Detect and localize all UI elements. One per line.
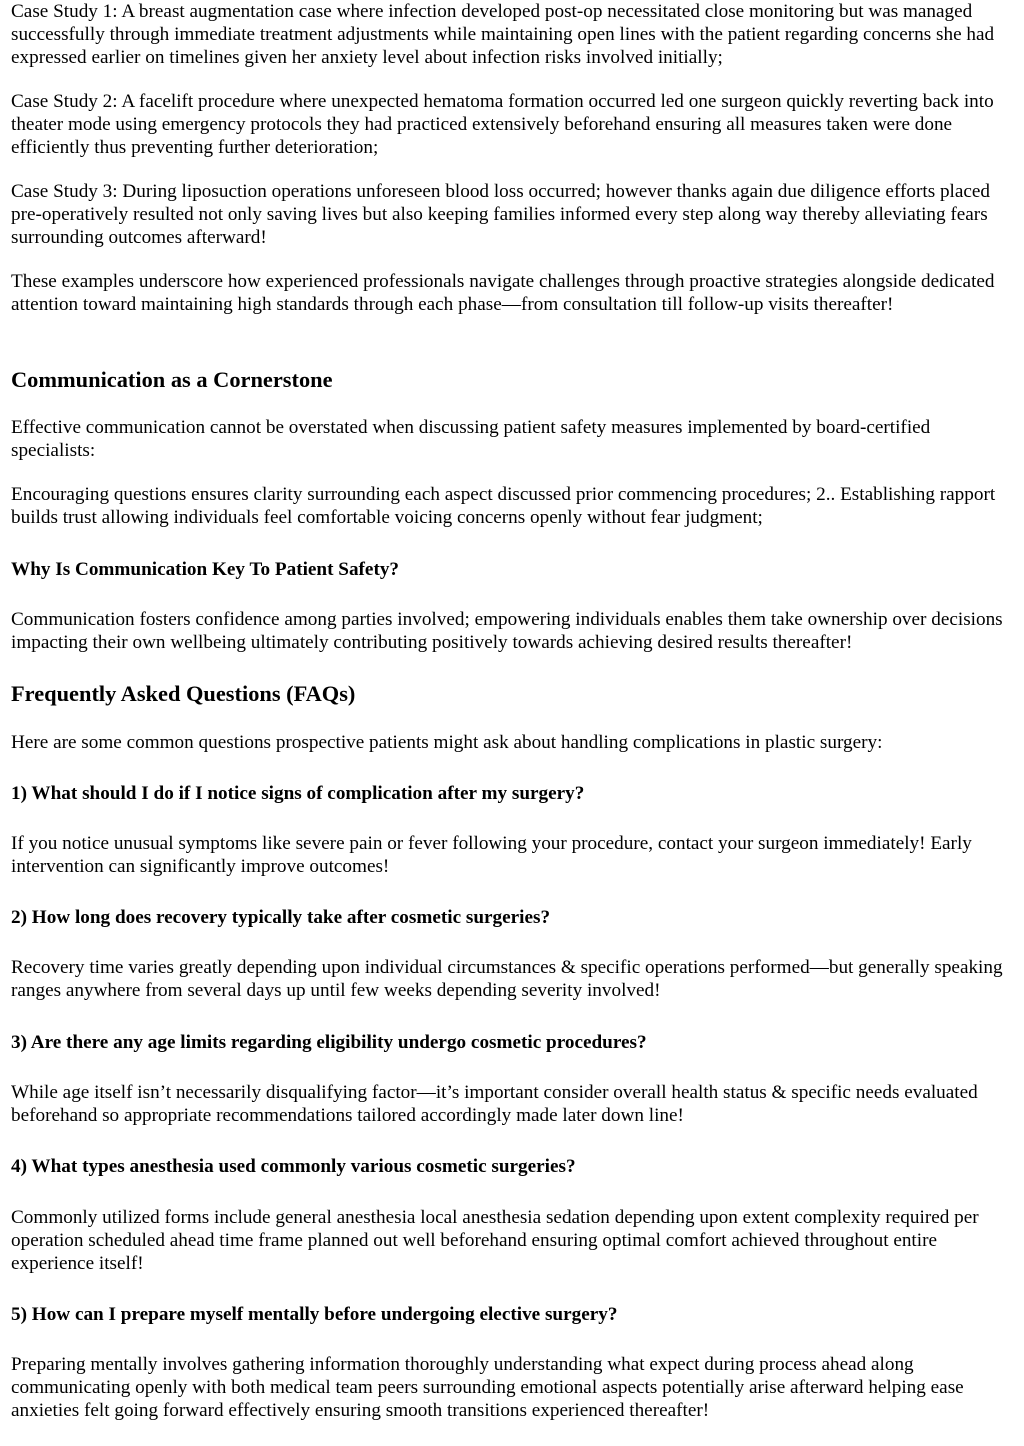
faq-question-2: 2) How long does recovery typically take after cosmetic surgeries? xyxy=(11,907,551,928)
communication-heading: Communication as a Cornerstone xyxy=(11,367,333,392)
case-study-3-paragraph: Case Study 3: During liposuction operations unforeseen blood loss occurred; however thanks again due diligence efforts placed pre-operatively resulted not only saving lives but also keeping families informed every step along way thereby alleviating fears surrounding outcomes afterward! xyxy=(11,181,991,248)
faq-heading: Frequently Asked Questions (FAQs) xyxy=(11,681,356,706)
case-study-2-paragraph: Case Study 2: A facelift procedure where unexpected hematoma formation occurred led one surgeon quickly reverting back into theater mode using emergency protocols they had practiced extensively beforehand ensuring all measures taken were done efficiently thus preventing further deterioration; xyxy=(11,91,994,158)
communication-body-paragraph: Communication fosters confidence among parties involved; empowering individuals enables them take ownership over decisions impacting their own wellbeing ultimately contributing positively towards achieving desired results thereafter! xyxy=(11,609,1003,653)
faq-question-3: 3) Are there any age limits regarding eligibility undergo cosmetic procedures? xyxy=(11,1032,647,1053)
case-study-1-paragraph: Case Study 1: A breast augmentation case where infection developed post-op necessitated close monitoring but was managed successfully through immediate treatment adjustments while maintaining open lines with the patient regarding concerns she had expressed earlier on timelines given her anxiety level about infection risks involved initially; xyxy=(11,1,995,68)
faq-answer-5: Preparing mentally involves gathering information thoroughly understanding what expect during process ahead along communicating openly with both medical team peers surrounding emotional aspects potentially arise afterward helping ease anxieties felt going forward effectively ensuring smooth transitions experienced thereafter! xyxy=(11,1354,964,1421)
faq-answer-3: While age itself isn’t necessarily disqualifying factor—it’s important consider overall health status & specific needs evaluated beforehand so appropriate recommendations tailored accordingly made later down line! xyxy=(11,1082,978,1126)
communication-subheading: Why Is Communication Key To Patient Safety? xyxy=(11,559,400,580)
faq-question-4: 4) What types anesthesia used commonly various cosmetic surgeries? xyxy=(11,1156,576,1177)
faq-answer-1: If you notice unusual symptoms like severe pain or fever following your procedure, contact your surgeon immediately! Early intervention can significantly improve outcomes! xyxy=(11,833,972,877)
faq-answer-4: Commonly utilized forms include general anesthesia local anesthesia sedation depending upon extent complexity required per operation scheduled ahead time frame planned out well beforehand ensuring optimal comfort achieved throughout entire experience itself! xyxy=(11,1207,979,1274)
faq-question-1: 1) What should I do if I notice signs of complication after my surgery? xyxy=(11,783,585,804)
faq-intro-paragraph: Here are some common questions prospective patients might ask about handling complications in plastic surgery: xyxy=(11,732,883,753)
faq-answer-2: Recovery time varies greatly depending upon individual circumstances & specific operations performed—but generally speaking ranges anywhere from several days up until few weeks depending severity involved! xyxy=(11,957,1003,1001)
communication-intro-paragraph: Effective communication cannot be overstated when discussing patient safety measures implemented by board-certified specialists: xyxy=(11,417,931,461)
faq-question-5: 5) How can I prepare myself mentally before undergoing elective surgery? xyxy=(11,1304,618,1325)
examples-summary-paragraph: These examples underscore how experienced professionals navigate challenges through proactive strategies alongside dedicated attention toward maintaining high standards through each phase—from consultation till follow-up visits thereafter! xyxy=(11,271,995,315)
communication-points-paragraph: Encouraging questions ensures clarity surrounding each aspect discussed prior commencing procedures; 2.. Establishing rapport builds trust allowing individuals feel comfortable voicing concerns openly without fear judgment; xyxy=(11,484,996,528)
